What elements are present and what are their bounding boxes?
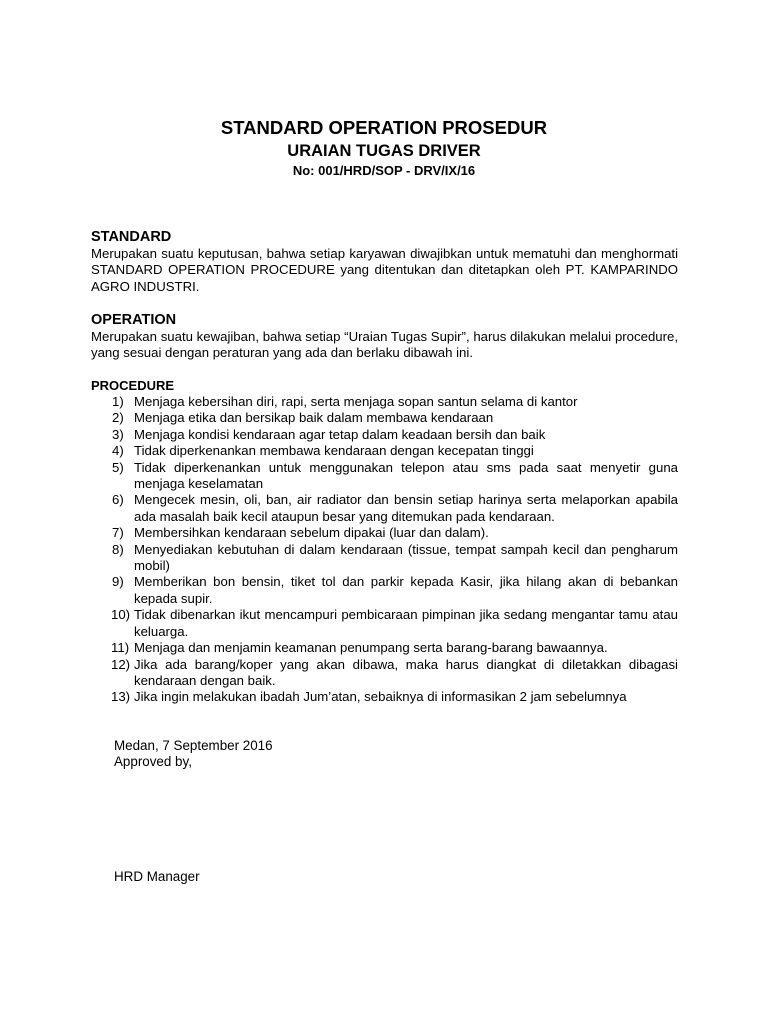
standard-paragraph: Merupakan suatu keputusan, bahwa setiap karyawan diwajibkan untuk mematuhi dan menghormati STANDARD OPERATION PROCEDURE yang ditentukan dan ditetapkan oleh PT. KAMPARINDO AGRO INDUSTRI. <box>91 246 678 294</box>
procedure-item-number: 12) <box>111 656 131 672</box>
procedure-item-text: Menyediakan kebutuhan di dalam kendaraan (tissue, tempat sampah kecil dan pengharum mobil) <box>134 541 678 574</box>
procedure-item <box>91 394 678 410</box>
document-number: No: 001/HRD/SOP - DRV/IX/16 <box>292 163 476 178</box>
procedure-item-text: Jika ada barang/koper yang akan dibawa, maka harus diangkat di diletakkan dibagasi kendaraan dengan baik. <box>134 656 678 688</box>
signature-block <box>114 738 273 771</box>
procedure-item <box>91 460 678 493</box>
procedure-item-text: Tidak dibenarkan ikut mencampuri pembicaraan pimpinan jika sedang mengantar tamu atau keluarga. <box>134 607 678 639</box>
procedure-item-text: Jika ingin melakukan ibadah Jum’atan, sebaiknya di informasikan 2 jam sebelumnya <box>134 689 627 705</box>
standard-section <box>91 229 678 295</box>
procedure-item <box>91 689 678 705</box>
procedure-item-number: 4) <box>112 443 124 459</box>
place-date: Medan, 7 September 2016 <box>114 738 273 753</box>
procedure-item-number: 6) <box>112 492 124 508</box>
procedure-item-text: Tidak diperkenankan membawa kendaraan dengan kecepatan tinggi <box>134 443 534 459</box>
signatory-role: HRD Manager <box>114 869 200 884</box>
document-title: STANDARD OPERATION PROSEDUR <box>220 117 548 138</box>
procedure-item-text: Mengecek mesin, oli, ban, air radiator dan bensin setiap harinya serta melaporkan apabila ada masalah baik kecil ataupun besar yang ditemukan pada kendaraan. <box>134 492 678 524</box>
document-header <box>0 116 768 180</box>
procedure-item-text: Membersihkan kendaraan sebelum dipakai (luar dan dalam). <box>134 525 489 541</box>
operation-section <box>91 312 678 362</box>
procedure-section <box>91 378 678 706</box>
procedure-heading: PROCEDURE <box>91 378 175 393</box>
procedure-item <box>91 607 678 640</box>
procedure-item-number: 3) <box>112 426 124 442</box>
procedure-item <box>91 525 678 541</box>
procedure-item-number: 8) <box>112 541 124 557</box>
procedure-item-text: Menjaga dan menjamin keamanan penumpang serta barang-barang bawaannya. <box>134 640 608 656</box>
procedure-item-number: 7) <box>112 525 124 541</box>
procedure-item-number: 10) <box>111 607 131 623</box>
procedure-list <box>91 394 678 706</box>
procedure-item <box>91 410 678 426</box>
operation-heading: OPERATION <box>91 312 177 328</box>
procedure-item <box>91 492 678 525</box>
procedure-item-text: Menjaga kebersihan diri, rapi, serta menjaga sopan santun selama di kantor <box>134 394 578 409</box>
procedure-item <box>91 657 678 690</box>
procedure-item-text: Menjaga etika dan bersikap baik dalam membawa kendaraan <box>134 410 494 426</box>
procedure-item <box>91 427 678 443</box>
procedure-item-number: 13) <box>111 689 131 705</box>
procedure-item-number: 2) <box>112 410 124 426</box>
procedure-item <box>91 443 678 459</box>
procedure-item <box>91 542 678 575</box>
operation-paragraph: Merupakan suatu kewajiban, bahwa setiap “Uraian Tugas Supir”, harus dilakukan melalui procedure, yang sesuai dengan peraturan yang ada dan berlaku dibawah ini. <box>91 329 678 361</box>
procedure-item-number: 5) <box>112 459 124 475</box>
procedure-item-number: 1) <box>112 394 124 409</box>
standard-heading: STANDARD <box>91 229 172 245</box>
procedure-item <box>91 640 678 656</box>
approved-by-label: Approved by, <box>114 754 192 770</box>
procedure-item-text: Tidak diperkenankan untuk menggunakan telepon atau sms pada saat menyetir guna menjaga keselamatan <box>134 459 678 492</box>
procedure-item-number: 11) <box>111 640 130 656</box>
document-subtitle: URAIAN TUGAS DRIVER <box>287 142 481 160</box>
procedure-item-text: Memberikan bon bensin, tiket tol dan parkir kepada Kasir, jika hilang akan di bebankan kepada supir. <box>134 574 678 606</box>
procedure-item-number: 9) <box>112 574 124 590</box>
procedure-item <box>91 574 678 607</box>
procedure-item-text: Menjaga kondisi kendaraan agar tetap dalam keadaan bersih dan baik <box>134 426 546 442</box>
